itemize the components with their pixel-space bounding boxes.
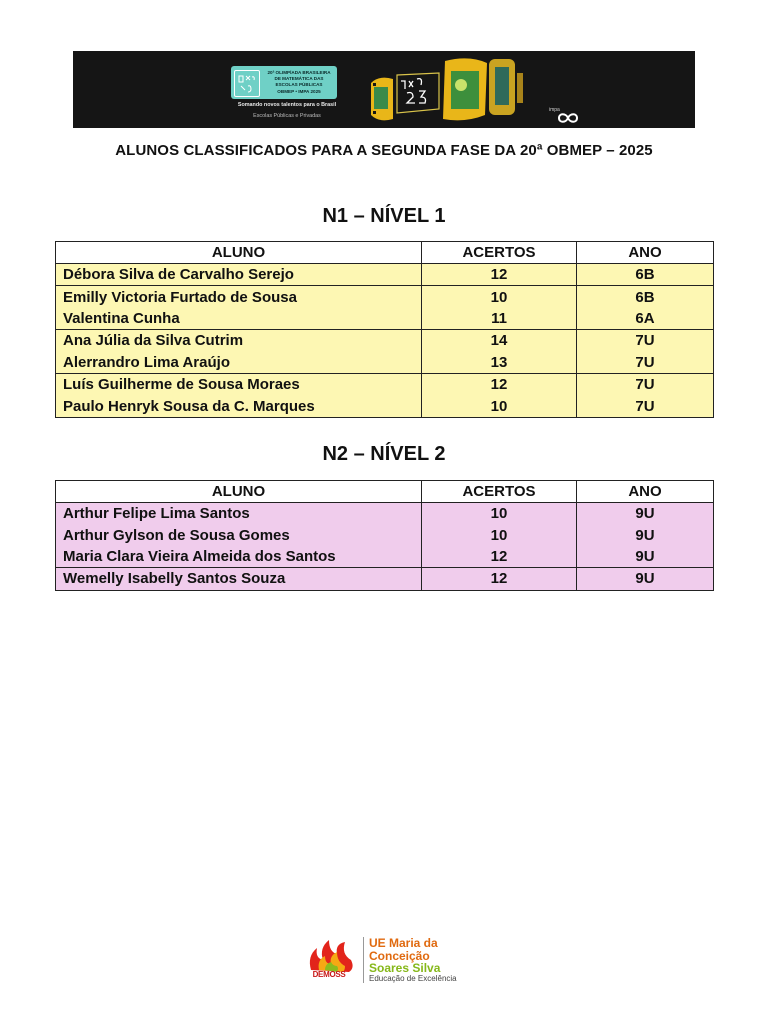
student-hits: 13 [422, 352, 577, 374]
student-year: 6A [577, 308, 714, 330]
school-name-line-1: UE Maria da [369, 936, 438, 950]
olympiad-badge [231, 66, 337, 99]
student-hits: 10 [422, 503, 577, 525]
student-year: 6B [577, 264, 714, 286]
student-year: 9U [577, 546, 714, 568]
student-year: 6B [577, 286, 714, 308]
impa-label: impa [549, 107, 560, 113]
school-logo [305, 933, 491, 987]
student-hits: 14 [422, 330, 577, 352]
obmep-20-logo-icon [234, 70, 260, 97]
olympiad-line-4: OBMEP • IMPA 2025 [277, 89, 321, 94]
student-year: 7U [577, 373, 714, 395]
olympiad-line-2: DE MATEMÁTICA DAS [274, 76, 324, 81]
student-name: Ana Júlia da Silva Cutrim [56, 330, 422, 352]
student-year: 7U [577, 352, 714, 374]
table-row [56, 308, 714, 330]
student-hits: 10 [422, 395, 577, 417]
table-row [56, 373, 714, 395]
column-header-hits: ACERTOS [422, 242, 577, 264]
student-name: Valentina Cunha [56, 308, 422, 330]
document-headline: ALUNOS CLASSIFICADOS PARA A SEGUNDA FASE DA 20ª OBMEP – 2025 [115, 142, 653, 159]
level-1-table [55, 241, 714, 418]
table-row [56, 352, 714, 374]
obmep-banner [73, 51, 695, 128]
table-row [56, 568, 714, 590]
table-row [56, 286, 714, 308]
student-hits: 11 [422, 308, 577, 330]
logo-wordmark: DEMOSS [312, 970, 346, 979]
impa-infinity-icon [557, 111, 579, 125]
student-hits: 12 [422, 546, 577, 568]
column-header-year: ANO [577, 242, 714, 264]
table-row [56, 546, 714, 568]
student-year: 9U [577, 524, 714, 545]
student-hits: 10 [422, 524, 577, 545]
banner-schools: Escolas Públicas e Privadas [253, 113, 321, 119]
school-tagline: Educação de Excelência [369, 974, 457, 983]
student-name: Alerrandro Lima Araújo [56, 352, 422, 374]
student-name: Wemelly Isabelly Santos Souza [56, 568, 422, 590]
student-year: 9U [577, 503, 714, 525]
banner-slogan: Somando novos talentos para o Brasil [237, 102, 337, 108]
olympiad-line-1: 20ª OLIMPÍADA BRASILEIRA [267, 70, 331, 75]
student-name: Emilly Victoria Furtado de Sousa [56, 286, 422, 308]
filmstrip-20-years-icon [369, 53, 525, 125]
student-year: 7U [577, 395, 714, 417]
student-name: Arthur Felipe Lima Santos [56, 503, 422, 525]
table-row [56, 524, 714, 545]
column-header-hits: ACERTOS [422, 481, 577, 503]
logo-divider [363, 937, 364, 983]
student-name: Débora Silva de Carvalho Serejo [56, 264, 422, 286]
student-name: Luís Guilherme de Sousa Moraes [56, 373, 422, 395]
student-hits: 12 [422, 264, 577, 286]
student-hits: 12 [422, 373, 577, 395]
student-name: Paulo Henryk Sousa da C. Marques [56, 395, 422, 417]
table-row [56, 395, 714, 417]
school-name-line-3: Soares Silva [369, 961, 441, 975]
student-hits: 10 [422, 286, 577, 308]
student-hits: 12 [422, 568, 577, 590]
level-1-title: N1 – NÍVEL 1 [322, 205, 446, 227]
level-2-title: N2 – NÍVEL 2 [322, 443, 446, 465]
school-name-line-2: Conceição [369, 949, 430, 963]
table-row [56, 264, 714, 286]
table-header-row [56, 481, 714, 503]
column-header-student: ALUNO [56, 242, 422, 264]
table-row [56, 503, 714, 525]
student-year: 9U [577, 568, 714, 590]
table-header-row [56, 242, 714, 264]
olympiad-line-3: ESCOLAS PÚBLICAS [275, 82, 323, 87]
table-row [56, 330, 714, 352]
student-name: Maria Clara Vieira Almeida dos Santos [56, 546, 422, 568]
column-header-student: ALUNO [56, 481, 422, 503]
student-name: Arthur Gylson de Sousa Gomes [56, 524, 422, 545]
student-year: 7U [577, 330, 714, 352]
level-2-table [55, 480, 714, 591]
column-header-year: ANO [577, 481, 714, 503]
